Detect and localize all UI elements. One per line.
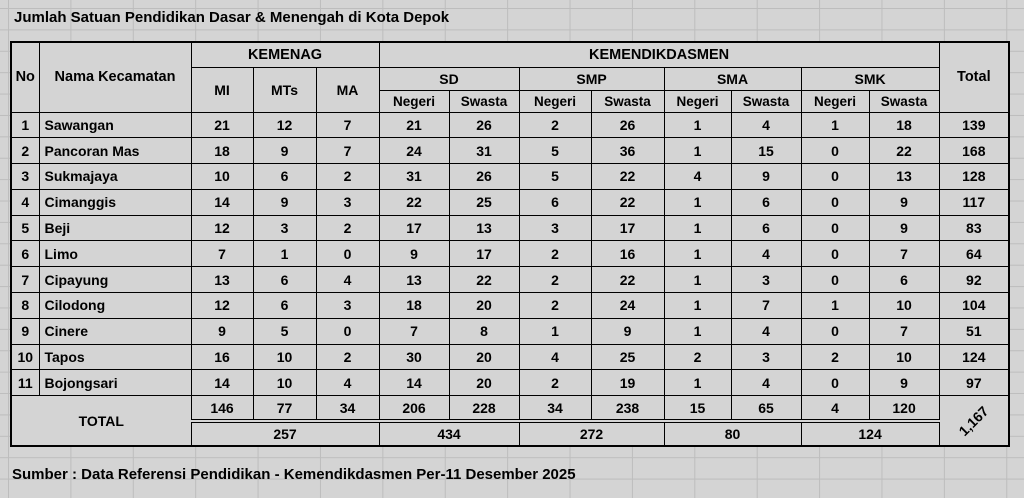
cell-count-sd-negeri: 9 xyxy=(379,241,449,267)
cell-count-mi: 18 xyxy=(191,138,253,164)
cell-count-mi: 13 xyxy=(191,267,253,293)
subtotal-sma-swasta: 65 xyxy=(731,396,801,421)
cell-count-sma-swasta: 15 xyxy=(731,138,801,164)
col-header-sd-negeri: Negeri xyxy=(379,90,449,112)
table-row xyxy=(11,164,1009,190)
cell-count-sd-swasta: 20 xyxy=(449,370,519,396)
cell-row-number: 3 xyxy=(11,164,39,190)
subtotal-ma: 34 xyxy=(316,396,379,421)
subtotal-sd-swasta: 228 xyxy=(449,396,519,421)
cell-kecamatan-name: Pancoran Mas xyxy=(39,138,191,164)
cell-count-sd-swasta: 20 xyxy=(449,293,519,319)
cell-count-sma-negeri: 1 xyxy=(664,267,731,293)
col-header-sd-swasta: Swasta xyxy=(449,90,519,112)
cell-row-total: 139 xyxy=(939,112,1009,138)
cell-count-sma-negeri: 1 xyxy=(664,370,731,396)
source-note: Sumber : Data Referensi Pendidikan - Kemendikdasmen Per-11 Desember 2025 xyxy=(12,466,576,483)
cell-count-smp-swasta: 22 xyxy=(591,267,664,293)
table-row xyxy=(11,344,1009,370)
grand-total-cell xyxy=(939,396,1009,446)
cell-count-sma-swasta: 6 xyxy=(731,215,801,241)
table-row xyxy=(11,293,1009,319)
cell-count-sd-swasta: 26 xyxy=(449,112,519,138)
cell-count-mi: 14 xyxy=(191,370,253,396)
cell-count-mi: 21 xyxy=(191,112,253,138)
cell-count-mts: 9 xyxy=(253,189,316,215)
subtotal-row xyxy=(11,396,1009,421)
cell-count-mi: 7 xyxy=(191,241,253,267)
subtotal-sd-negeri: 206 xyxy=(379,396,449,421)
col-group-smp: SMP xyxy=(519,67,664,90)
cell-kecamatan-name: Limo xyxy=(39,241,191,267)
cell-count-mi: 12 xyxy=(191,215,253,241)
col-header-smk-swasta: Swasta xyxy=(869,90,939,112)
cell-count-mts: 9 xyxy=(253,138,316,164)
subtotal-smp-swasta: 238 xyxy=(591,396,664,421)
cell-count-mi: 16 xyxy=(191,344,253,370)
cell-count-mi: 12 xyxy=(191,293,253,319)
cell-count-sd-negeri: 24 xyxy=(379,138,449,164)
cell-count-sma-swasta: 3 xyxy=(731,344,801,370)
education-units-table xyxy=(10,41,1010,447)
cell-count-sd-negeri: 30 xyxy=(379,344,449,370)
col-header-total: Total xyxy=(939,42,1009,112)
col-group-sma: SMA xyxy=(664,67,801,90)
cell-count-sd-swasta: 22 xyxy=(449,267,519,293)
cell-count-smk-swasta: 18 xyxy=(869,112,939,138)
cell-count-mi: 14 xyxy=(191,189,253,215)
page-title: Jumlah Satuan Pendidikan Dasar & Menengah di Kota Depok xyxy=(14,9,450,26)
cell-count-sd-negeri: 14 xyxy=(379,370,449,396)
cell-count-smk-negeri: 0 xyxy=(801,215,869,241)
col-header-smp-negeri: Negeri xyxy=(519,90,591,112)
cell-count-sma-negeri: 1 xyxy=(664,138,731,164)
cell-count-smp-swasta: 22 xyxy=(591,164,664,190)
cell-row-number: 1 xyxy=(11,112,39,138)
cell-row-number: 2 xyxy=(11,138,39,164)
cell-row-number: 6 xyxy=(11,241,39,267)
cell-count-mts: 3 xyxy=(253,215,316,241)
cell-count-smp-swasta: 9 xyxy=(591,318,664,344)
cell-count-smk-negeri: 0 xyxy=(801,370,869,396)
cell-count-ma: 7 xyxy=(316,112,379,138)
cell-count-mts: 1 xyxy=(253,241,316,267)
subtotal-smk-negeri: 4 xyxy=(801,396,869,421)
cell-count-smp-negeri: 2 xyxy=(519,241,591,267)
table-row xyxy=(11,318,1009,344)
cell-count-sd-swasta: 25 xyxy=(449,189,519,215)
subtotal-sma-negeri: 15 xyxy=(664,396,731,421)
cell-count-sma-swasta: 9 xyxy=(731,164,801,190)
cell-count-smk-swasta: 10 xyxy=(869,344,939,370)
cell-count-sd-negeri: 18 xyxy=(379,293,449,319)
cell-count-smk-negeri: 1 xyxy=(801,112,869,138)
cell-count-sd-swasta: 31 xyxy=(449,138,519,164)
header-row-groups xyxy=(11,42,1009,67)
cell-row-total: 168 xyxy=(939,138,1009,164)
cell-row-total: 104 xyxy=(939,293,1009,319)
cell-kecamatan-name: Beji xyxy=(39,215,191,241)
cell-count-sd-negeri: 7 xyxy=(379,318,449,344)
cell-count-smp-swasta: 22 xyxy=(591,189,664,215)
cell-count-sma-negeri: 1 xyxy=(664,241,731,267)
cell-count-smp-negeri: 6 xyxy=(519,189,591,215)
cell-count-sma-negeri: 1 xyxy=(664,318,731,344)
col-header-smp-swasta: Swasta xyxy=(591,90,664,112)
cell-count-mts: 6 xyxy=(253,267,316,293)
table-row xyxy=(11,215,1009,241)
cell-count-smp-negeri: 5 xyxy=(519,138,591,164)
col-header-sma-swasta: Swasta xyxy=(731,90,801,112)
cell-count-smp-swasta: 17 xyxy=(591,215,664,241)
cell-row-number: 4 xyxy=(11,189,39,215)
cell-count-mts: 10 xyxy=(253,370,316,396)
subtotal-mi: 146 xyxy=(191,396,253,421)
col-group-sd: SD xyxy=(379,67,519,90)
cell-count-ma: 4 xyxy=(316,267,379,293)
cell-count-smp-negeri: 1 xyxy=(519,318,591,344)
group-total-sd: 434 xyxy=(379,421,519,446)
col-header-mi: MI xyxy=(191,67,253,112)
col-header-sma-negeri: Negeri xyxy=(664,90,731,112)
cell-count-smp-negeri: 4 xyxy=(519,344,591,370)
cell-count-smp-swasta: 36 xyxy=(591,138,664,164)
col-header-mts: MTs xyxy=(253,67,316,112)
cell-count-sd-negeri: 21 xyxy=(379,112,449,138)
cell-count-smp-negeri: 5 xyxy=(519,164,591,190)
cell-row-total: 117 xyxy=(939,189,1009,215)
cell-count-smk-negeri: 1 xyxy=(801,293,869,319)
cell-row-total: 128 xyxy=(939,164,1009,190)
cell-count-sma-swasta: 7 xyxy=(731,293,801,319)
cell-count-smp-negeri: 2 xyxy=(519,370,591,396)
cell-count-smk-swasta: 7 xyxy=(869,318,939,344)
cell-count-ma: 7 xyxy=(316,138,379,164)
col-header-ma: MA xyxy=(316,67,379,112)
cell-count-sd-negeri: 17 xyxy=(379,215,449,241)
col-header-smk-negeri: Negeri xyxy=(801,90,869,112)
cell-count-sd-swasta: 8 xyxy=(449,318,519,344)
table-row xyxy=(11,370,1009,396)
cell-count-sd-swasta: 20 xyxy=(449,344,519,370)
cell-count-mts: 6 xyxy=(253,293,316,319)
cell-count-smp-negeri: 3 xyxy=(519,215,591,241)
cell-count-sma-negeri: 1 xyxy=(664,293,731,319)
cell-kecamatan-name: Sawangan xyxy=(39,112,191,138)
table-row xyxy=(11,267,1009,293)
cell-count-smk-swasta: 13 xyxy=(869,164,939,190)
cell-count-sma-swasta: 4 xyxy=(731,241,801,267)
table-row xyxy=(11,241,1009,267)
subtotal-mts: 77 xyxy=(253,396,316,421)
cell-count-sma-swasta: 4 xyxy=(731,370,801,396)
total-label: TOTAL xyxy=(11,396,191,446)
cell-row-number: 8 xyxy=(11,293,39,319)
cell-count-ma: 0 xyxy=(316,318,379,344)
cell-count-mts: 12 xyxy=(253,112,316,138)
cell-row-number: 5 xyxy=(11,215,39,241)
cell-count-smk-negeri: 0 xyxy=(801,267,869,293)
cell-count-smp-negeri: 2 xyxy=(519,267,591,293)
cell-row-number: 10 xyxy=(11,344,39,370)
cell-count-smk-negeri: 2 xyxy=(801,344,869,370)
cell-count-smp-swasta: 19 xyxy=(591,370,664,396)
cell-count-smk-swasta: 9 xyxy=(869,370,939,396)
col-header-no: No xyxy=(11,42,39,112)
col-group-kemenag: KEMENAG xyxy=(191,42,379,67)
cell-count-smp-swasta: 16 xyxy=(591,241,664,267)
cell-count-ma: 3 xyxy=(316,189,379,215)
cell-kecamatan-name: Cipayung xyxy=(39,267,191,293)
cell-count-ma: 2 xyxy=(316,344,379,370)
cell-kecamatan-name: Cimanggis xyxy=(39,189,191,215)
subtotal-smp-negeri: 34 xyxy=(519,396,591,421)
grand-total-value: 1,167 xyxy=(955,402,992,439)
cell-count-smk-swasta: 22 xyxy=(869,138,939,164)
cell-row-number: 7 xyxy=(11,267,39,293)
cell-count-sd-swasta: 17 xyxy=(449,241,519,267)
cell-count-smk-swasta: 9 xyxy=(869,215,939,241)
cell-count-sma-swasta: 4 xyxy=(731,318,801,344)
cell-kecamatan-name: Sukmajaya xyxy=(39,164,191,190)
group-total-smp: 272 xyxy=(519,421,664,446)
cell-count-mts: 6 xyxy=(253,164,316,190)
cell-count-mi: 10 xyxy=(191,164,253,190)
col-header-kecamatan: Nama Kecamatan xyxy=(39,42,191,112)
cell-count-mi: 9 xyxy=(191,318,253,344)
cell-count-smk-negeri: 0 xyxy=(801,164,869,190)
cell-row-total: 124 xyxy=(939,344,1009,370)
cell-row-total: 97 xyxy=(939,370,1009,396)
cell-row-total: 83 xyxy=(939,215,1009,241)
cell-count-sd-negeri: 13 xyxy=(379,267,449,293)
group-total-smk: 124 xyxy=(801,421,939,446)
group-total-kemenag: 257 xyxy=(191,421,379,446)
cell-count-smk-swasta: 7 xyxy=(869,241,939,267)
cell-count-ma: 0 xyxy=(316,241,379,267)
cell-count-sma-negeri: 1 xyxy=(664,112,731,138)
cell-count-smp-swasta: 25 xyxy=(591,344,664,370)
cell-kecamatan-name: Cilodong xyxy=(39,293,191,319)
cell-row-number: 11 xyxy=(11,370,39,396)
cell-count-sd-negeri: 22 xyxy=(379,189,449,215)
cell-kecamatan-name: Tapos xyxy=(39,344,191,370)
cell-count-ma: 4 xyxy=(316,370,379,396)
cell-count-sma-swasta: 6 xyxy=(731,189,801,215)
cell-count-smk-negeri: 0 xyxy=(801,138,869,164)
table-row xyxy=(11,138,1009,164)
cell-count-smk-swasta: 10 xyxy=(869,293,939,319)
cell-count-ma: 3 xyxy=(316,293,379,319)
cell-row-total: 51 xyxy=(939,318,1009,344)
cell-count-smp-swasta: 24 xyxy=(591,293,664,319)
table-row xyxy=(11,112,1009,138)
cell-count-smk-negeri: 0 xyxy=(801,241,869,267)
cell-count-sma-negeri: 4 xyxy=(664,164,731,190)
cell-row-total: 92 xyxy=(939,267,1009,293)
cell-count-sd-swasta: 26 xyxy=(449,164,519,190)
cell-kecamatan-name: Bojongsari xyxy=(39,370,191,396)
cell-count-ma: 2 xyxy=(316,164,379,190)
col-group-smk: SMK xyxy=(801,67,939,90)
subtotal-smk-swasta: 120 xyxy=(869,396,939,421)
cell-count-sma-negeri: 1 xyxy=(664,189,731,215)
cell-count-smk-swasta: 9 xyxy=(869,189,939,215)
cell-count-sma-swasta: 4 xyxy=(731,112,801,138)
cell-count-sd-swasta: 13 xyxy=(449,215,519,241)
cell-count-smp-negeri: 2 xyxy=(519,293,591,319)
cell-count-sma-negeri: 2 xyxy=(664,344,731,370)
cell-row-total: 64 xyxy=(939,241,1009,267)
cell-count-smp-negeri: 2 xyxy=(519,112,591,138)
cell-count-smk-negeri: 0 xyxy=(801,189,869,215)
cell-count-ma: 2 xyxy=(316,215,379,241)
cell-row-number: 9 xyxy=(11,318,39,344)
cell-count-smk-negeri: 0 xyxy=(801,318,869,344)
cell-count-sd-negeri: 31 xyxy=(379,164,449,190)
table-row xyxy=(11,189,1009,215)
cell-count-sma-negeri: 1 xyxy=(664,215,731,241)
cell-count-sma-swasta: 3 xyxy=(731,267,801,293)
cell-count-smk-swasta: 6 xyxy=(869,267,939,293)
cell-count-mts: 5 xyxy=(253,318,316,344)
col-group-kemendikdasmen: KEMENDIKDASMEN xyxy=(379,42,939,67)
cell-count-smp-swasta: 26 xyxy=(591,112,664,138)
cell-kecamatan-name: Cinere xyxy=(39,318,191,344)
cell-count-mts: 10 xyxy=(253,344,316,370)
group-total-sma: 80 xyxy=(664,421,801,446)
